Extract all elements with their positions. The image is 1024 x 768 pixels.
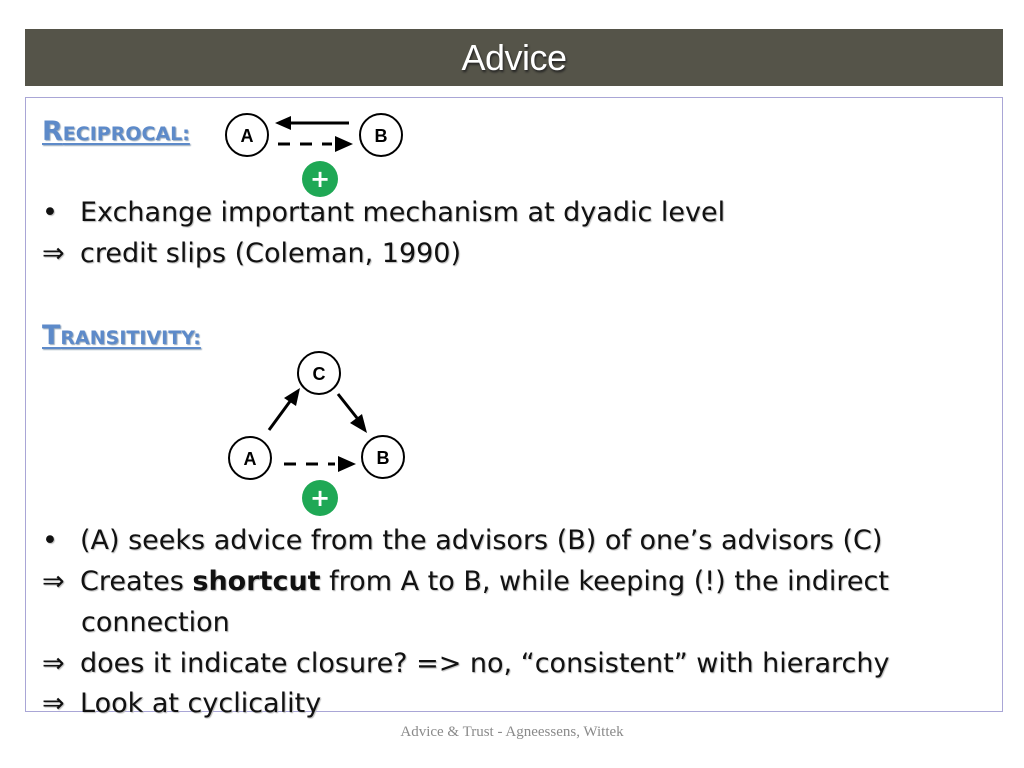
shortcut-text-bold: shortcut — [192, 566, 321, 597]
arrowhead-c — [284, 388, 300, 406]
node-a-label: A — [243, 449, 257, 469]
node-c-label: C — [312, 364, 326, 384]
reciprocal-bullet-text: Exchange important mechanism at dyadic level — [80, 197, 726, 228]
transitivity-heading-initial: T — [42, 320, 61, 351]
transitivity-heading-rest: RANSITIVITY: — [60, 327, 201, 349]
bullet-icon: • — [42, 197, 58, 228]
transitivity-bullet — [42, 525, 882, 556]
arrowhead-b — [335, 136, 353, 152]
implies-icon: ⇒ — [42, 238, 65, 269]
arrowhead-a — [275, 116, 291, 130]
title-bar — [25, 29, 1003, 86]
closure-text: does it indicate closure? => no, “consistent” with hierarchy — [80, 648, 890, 679]
reciprocal-heading — [42, 116, 190, 147]
node-a-label: A — [240, 126, 254, 146]
reciprocal-implication-text: credit slips (Coleman, 1990) — [80, 238, 462, 269]
implies-icon: ⇒ — [42, 688, 65, 719]
transitivity-implication-shortcut — [42, 566, 889, 597]
cyclicality-text: Look at cyclicality — [80, 688, 322, 719]
bullet-icon: • — [42, 525, 58, 556]
slide-footer: Advice & Trust - Agneessens, Wittek — [400, 724, 624, 740]
reciprocal-heading-rest: ECIPROCAL: — [62, 123, 190, 145]
transitivity-heading — [42, 320, 201, 351]
shortcut-text-pre: Creates — [80, 566, 193, 597]
transitivity-implication-closure — [42, 648, 889, 679]
arrowhead-b — [350, 414, 367, 433]
arrow-a-to-c — [269, 400, 291, 430]
reciprocal-implication — [42, 238, 461, 269]
reciprocal-bullet — [42, 197, 725, 228]
transitivity-diagram — [220, 345, 420, 520]
transitivity-implication-cyclicality — [42, 688, 321, 719]
transitivity-bullet-text: (A) seeks advice from the advisors (B) of one’s advisors (C) — [80, 525, 883, 556]
implies-icon: ⇒ — [42, 566, 65, 597]
reciprocal-heading-initial: R — [42, 116, 63, 147]
slide-title: Advice — [461, 37, 567, 78]
shortcut-text-post: from A to B, while keeping (!) the indirect — [320, 566, 889, 597]
arrow-c-to-b — [338, 394, 357, 418]
reciprocal-diagram — [220, 108, 420, 198]
transitivity-implication-continuation: connection — [81, 607, 230, 638]
plus-icon: + — [309, 165, 331, 193]
plus-icon: + — [309, 484, 331, 512]
node-b-label: B — [374, 126, 388, 146]
node-b-label: B — [376, 448, 390, 468]
arrowhead-b-dashed — [338, 456, 356, 472]
implies-icon: ⇒ — [42, 648, 65, 679]
